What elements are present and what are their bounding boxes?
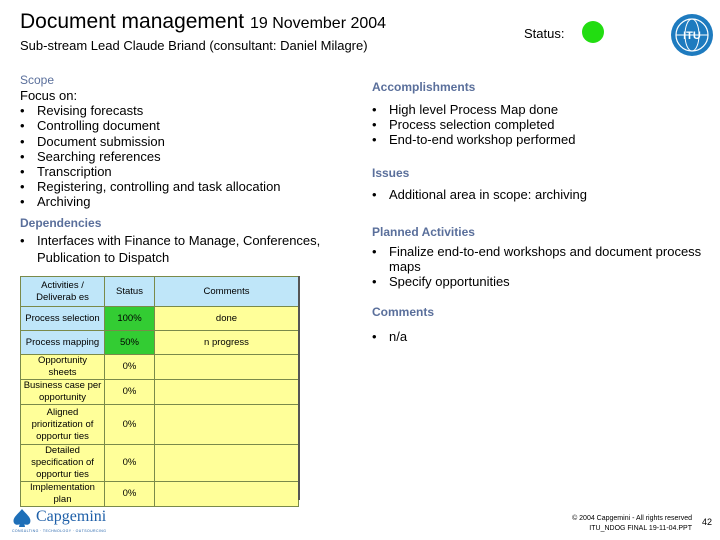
scope-item: • Registering, controlling and task allocation <box>20 179 350 194</box>
planned-heading: Planned Activities <box>372 225 475 239</box>
planned-section <box>372 244 707 290</box>
planned-list <box>372 244 707 290</box>
accomplishment-item: • Process selection completed <box>372 117 707 132</box>
scope-item: • Revising forecasts <box>20 103 350 118</box>
scope-item: • Controlling document <box>20 118 350 133</box>
dependencies-heading: Dependencies <box>20 216 102 230</box>
comments-section <box>372 329 707 344</box>
scope-list <box>20 103 350 209</box>
table-cell-comment <box>155 405 299 445</box>
capgemini-tagline: CONSULTING · TECHNOLOGY · OUTSOURCING <box>12 529 107 533</box>
table-cell-comment <box>155 355 299 380</box>
scope-section <box>20 88 350 210</box>
status-indicator-icon <box>582 21 604 43</box>
table-header-cell: Comments <box>155 277 299 307</box>
accomplishment-item: • End-to-end workshop performed <box>372 132 707 147</box>
table-cell-status: 0% <box>105 355 155 380</box>
table-cell-comment: n progress <box>155 331 299 355</box>
comments-heading: Comments <box>372 305 435 319</box>
comments-list <box>372 329 707 344</box>
footer-text <box>470 514 692 534</box>
table-cell-comment: done <box>155 307 299 331</box>
table-cell-activity: Process mapping <box>21 331 105 355</box>
table-cell-comment <box>155 380 299 405</box>
table-cell-comment <box>155 482 299 507</box>
scope-item: • Transcription <box>20 164 350 179</box>
accomplishments-section <box>372 102 707 148</box>
scope-item: • Archiving <box>20 194 350 209</box>
scope-item: • Searching references <box>20 149 350 164</box>
itu-logo-icon <box>670 13 714 57</box>
issues-list <box>372 187 707 202</box>
capgemini-logo-text: Capgemini <box>36 508 107 525</box>
accomplishments-list <box>372 102 707 148</box>
table-row <box>21 380 299 405</box>
table-cell-status: 100% <box>105 307 155 331</box>
issue-item: • Additional area in scope: archiving <box>372 187 707 202</box>
table-row <box>21 331 299 355</box>
accomplishments-heading: Accomplishments <box>372 80 476 94</box>
table-header-cell: Status <box>105 277 155 307</box>
table-cell-activity: Business case per opportunity <box>21 380 105 405</box>
table-cell-activity: Process selection <box>21 307 105 331</box>
copyright: © 2004 Capgemini - All rights reserved <box>572 515 692 522</box>
table-row <box>21 355 299 380</box>
planned-item: • Specify opportunities <box>372 274 707 289</box>
issues-heading: Issues <box>372 166 410 180</box>
table-row <box>21 445 299 482</box>
table-cell-comment <box>155 445 299 482</box>
page-number: 42 <box>702 517 713 527</box>
status-label: Status: <box>524 26 565 41</box>
dependencies-section <box>20 232 350 266</box>
table-cell-status: 50% <box>105 331 155 355</box>
table-row <box>21 307 299 331</box>
page-subtitle: Sub-stream Lead Claude Briand (consultant: Daniel Milagre) <box>20 38 368 53</box>
table-row <box>21 405 299 445</box>
accomplishment-item: • High level Process Map done <box>372 102 707 117</box>
table-cell-status: 0% <box>105 482 155 507</box>
table-header-row <box>21 277 299 307</box>
capgemini-logo <box>10 506 120 536</box>
comment-item: • n/a <box>372 329 707 344</box>
deliverables-table <box>20 276 299 507</box>
scope-heading: Scope <box>20 73 55 87</box>
table-cell-status: 0% <box>105 445 155 482</box>
scope-item: • Document submission <box>20 134 350 149</box>
table-cell-activity: Implementation plan <box>21 482 105 507</box>
issues-section <box>372 187 707 202</box>
itu-logo-text: ITU <box>683 30 701 42</box>
table-header-cell: Activities / Deliverab es <box>21 277 105 307</box>
capgemini-spade-icon <box>10 508 34 528</box>
table-cell-activity: Detailed specification of opportur ties <box>21 445 105 482</box>
title-text: Document management <box>20 10 245 33</box>
file-reference: ITU_NDOG FINAL 19-11-04.PPT <box>589 525 692 532</box>
page-title <box>20 10 386 34</box>
dependency-item: • Interfaces with Finance to Manage, Conferences, Publication to Dispatch <box>20 232 350 266</box>
dependencies-list <box>20 232 350 266</box>
table-shadow <box>298 276 300 500</box>
table-cell-activity: Opportunity sheets <box>21 355 105 380</box>
table-row <box>21 482 299 507</box>
planned-item: • Finalize end-to-end workshops and document process maps <box>372 244 707 274</box>
table-cell-activity: Aligned prioritization of opportur ties <box>21 405 105 445</box>
scope-intro: Focus on: <box>20 88 78 103</box>
table-cell-status: 0% <box>105 380 155 405</box>
table-cell-status: 0% <box>105 405 155 445</box>
title-date: 19 November 2004 <box>249 15 387 32</box>
